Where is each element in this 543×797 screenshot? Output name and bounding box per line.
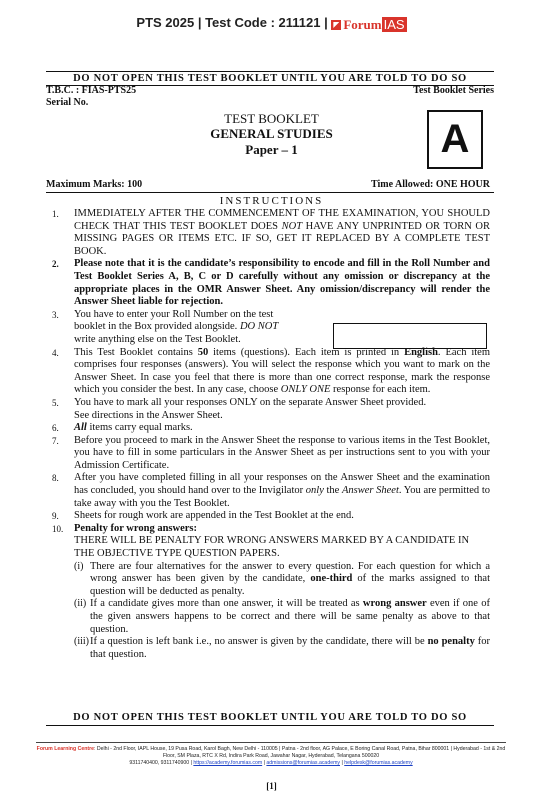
warning-bottom: DO NOT OPEN THIS TEST BOOKLET UNTIL YOU ARE TOLD TO DO SO	[46, 712, 494, 726]
helpdesk-email-link[interactable]: helpdesk@forumias.academy	[344, 760, 413, 766]
forumias-logo: Forum IAS	[331, 17, 406, 33]
penalty-rule-iii: (iii) If a question is left bank i.e., no answer is given by the candidate, there will be no penalty for that question.	[74, 636, 490, 660]
maximum-marks: Maximum Marks: 100	[46, 179, 143, 190]
instruction-4: 4. This Test Booklet contains 50 items (questions). Each item is printed in English. Each item comprises four responses (answers). You will select the response which you want to mark on the Answer Sheet. In case you feel that there is more than one correct response, mark the response which you consider the best. In any case, choose ONLY ONE response for each item.	[52, 346, 491, 396]
roll-number-box[interactable]	[333, 323, 487, 349]
booklet-paper: Paper – 1	[245, 142, 298, 157]
series-label: Test Booklet Series	[413, 85, 494, 96]
serial-number: Serial No.	[46, 97, 89, 108]
tbc-code: T.B.C. : FIAS-PTS25	[46, 85, 137, 96]
time-allowed: Time Allowed: ONE HOUR	[371, 179, 490, 190]
logo-mark-icon	[331, 20, 341, 30]
page-number: [1]	[266, 781, 277, 791]
admissions-email-link[interactable]: admissions@forumias.academy	[266, 760, 341, 766]
instruction-1: 1. IMMEDIATELY AFTER THE COMMENCEMENT OF THE EXAMINATION, YOU SHOULD CHECK THAT THIS TEST BOOKLET DOES NOT HAVE ANY UNPRINTED OR TORN OR MISSING PAGES OR ITEMS ETC. IF SO, GET IT REPLACED BY A COMPLETE TEST BOOK.	[52, 208, 491, 257]
instruction-2: 2. Please note that it is the candidate’s responsibility to encode and fill in the Roll Number and Test Booklet Series A, B, C or D carefully without any omission or discrepancy at the appropriate places in the OMR Answer Sheet. Any omission/discrepancy will render the Answer Sheet liable for rejection.	[52, 258, 490, 308]
penalty-rule-i: (i) There are four alternatives for the answer to every question. For each question for which a wrong answer has been given by the candidate, one-third of the marks assigned to that question will be deducted as penalty.	[74, 560, 491, 597]
website-link[interactable]: https://academy.forumias.com	[193, 760, 263, 766]
header-title: PTS 2025 | Test Code : 211121 |	[136, 15, 328, 30]
instructions-heading: INSTRUCTIONS	[219, 195, 324, 207]
booklet-title: TEST BOOKLET	[224, 111, 319, 126]
divider	[46, 192, 494, 193]
instruction-6: 6. All items carry equal marks.	[52, 422, 193, 434]
instruction-7: 7. Before you proceed to mark in the Answer Sheet the response to various items in the Test Booklet, you have to fill in some particulars in the Answer Sheet as per instructions sent to you with your Admission Certificate.	[52, 434, 490, 471]
booklet-subject: GENERAL STUDIES	[210, 126, 333, 141]
instruction-8: 8. After you have completed filling in all your responses on the Answer Sheet and the examination has concluded, you should hand over to the Invigilator only the Answer Sheet. You are permitted to take away with you the Test Booklet.	[52, 472, 490, 509]
penalty-rule-ii: (ii) If a candidate gives more than one answer, it will be treated as wrong answer even if one of the given answers happens to be correct and there will be same penalty as above to that question.	[74, 598, 490, 635]
instruction-10: 10. Penalty for wrong answers: THERE WILL BE PENALTY FOR WRONG ANSWERS MARKED BY A CANDIDATE IN THE OBJECTIVE TYPE QUESTION PAPERS.	[52, 522, 470, 560]
instruction-3: 3. You have to enter your Roll Number on the test booklet in the Box provided alongside. DO NOT write anything else on the Test Booklet.	[52, 308, 279, 345]
warning-top: DO NOT OPEN THIS TEST BOOKLET UNTIL YOU ARE TOLD TO DO SO	[46, 71, 494, 86]
page-header	[0, 15, 543, 33]
instructions-list	[52, 208, 490, 661]
footer: Forum Learning Centre: Delhi - 2nd Floor, IAPL House, 19 Pusa Road, Karol Bagh, New Delhi - 110005 | Patna - 2nd floor, AG Palace, E Boring Canal Road, Patna, Bihar 800001 | Hyderabad - 1st & 2nd Floor, SM Plaza, RTC X Rd, Indira Park Road, Jawahar Nagar, Hyderabad, Telangana 500020 9311740400, 9311740900 | https://academy.forumias.com | admissions@forumias.academy | helpdesk@forumias.academy	[36, 742, 506, 767]
series-letter-box: A	[427, 110, 483, 169]
instruction-9: 9. Sheets for rough work are appended in the Test Booklet at the end.	[52, 510, 354, 522]
instruction-5: 5. You have to mark all your responses ONLY on the separate Answer Sheet provided. See directions in the Answer Sheet.	[52, 396, 427, 421]
